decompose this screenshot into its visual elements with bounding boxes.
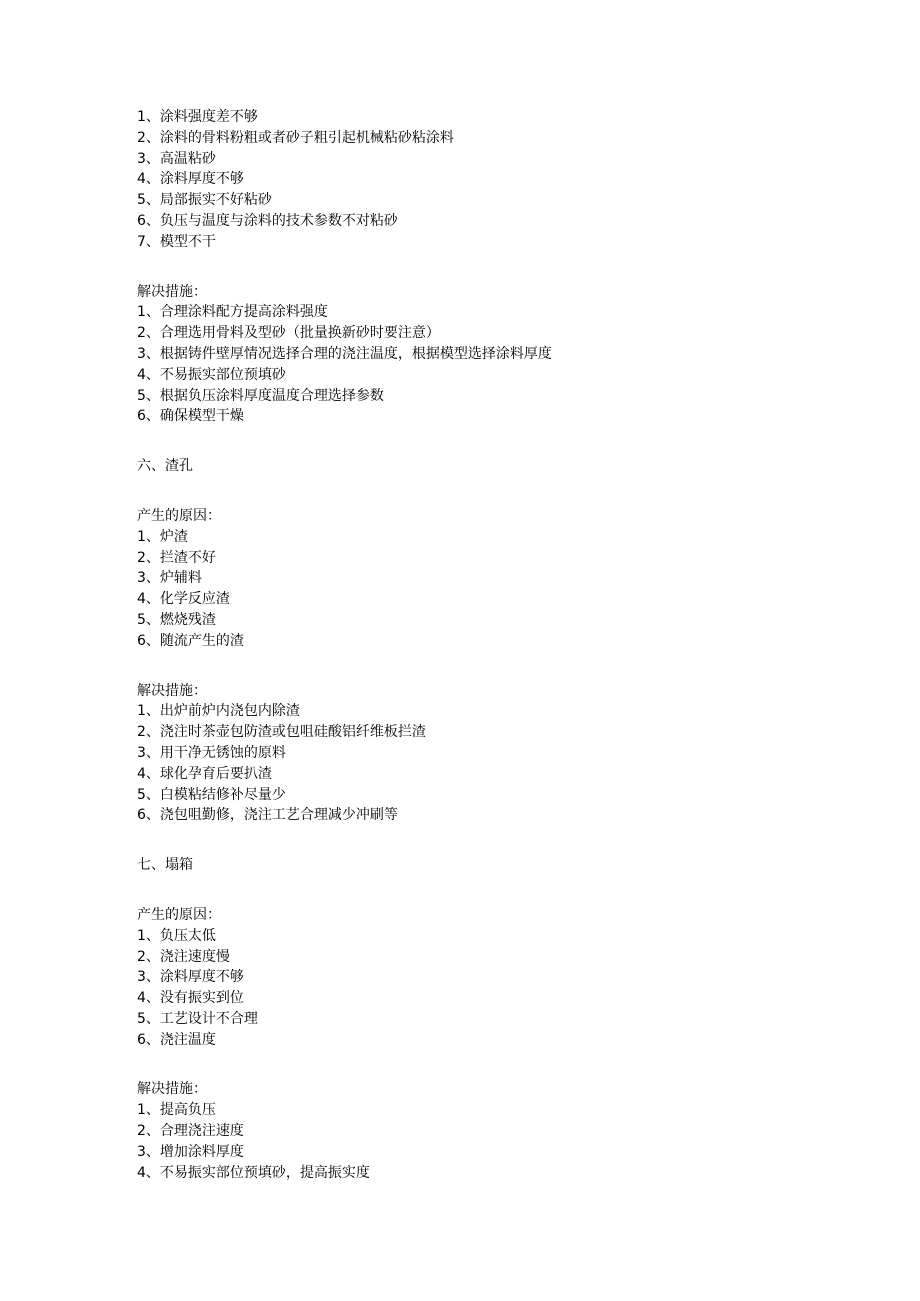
paragraph-gap — [137, 652, 897, 681]
text-line: 解决措施： — [137, 1081, 207, 1098]
cause-list-sticking — [137, 107, 897, 253]
solution-list-sticking — [137, 282, 897, 428]
text-line: 5、燃烧残渣 — [137, 611, 216, 628]
text-line: 6、随流产生的渣 — [137, 632, 244, 649]
text-line: 5、根据负压涂料厚度温度合理选择参数 — [137, 387, 384, 404]
text-line: 3、增加涂料厚度 — [137, 1143, 244, 1160]
paragraph-gap — [137, 876, 897, 905]
document-page — [137, 107, 897, 1183]
text-line: 2、涂料的骨料粉粗或者砂子粗引起机械粘砂粘涂料 — [137, 129, 454, 146]
section-heading: 七、塌箱 — [137, 857, 193, 874]
section-heading-mold-collapse — [137, 855, 897, 876]
text-line: 2、拦渣不好 — [137, 549, 216, 566]
text-line: 1、出炉前炉内浇包内除渣 — [137, 703, 300, 720]
text-line: 3、炉辅料 — [137, 570, 202, 587]
text-line: 产生的原因： — [137, 507, 221, 524]
text-line: 解决措施： — [137, 682, 207, 699]
text-line: 3、根据铸件壁厚情况选择合理的浇注温度，根据模型选择涂料厚度 — [137, 345, 552, 362]
text-line: 产生的原因： — [137, 906, 221, 923]
paragraph-gap — [137, 253, 897, 282]
text-line: 3、高温粘砂 — [137, 150, 216, 167]
text-line: 7、模型不干 — [137, 233, 216, 250]
text-line: 解决措施： — [137, 283, 207, 300]
text-line: 4、化学反应渣 — [137, 591, 230, 608]
text-line: 4、涂料厚度不够 — [137, 171, 244, 188]
paragraph-gap — [137, 826, 897, 855]
text-line: 3、用干净无锈蚀的原料 — [137, 744, 286, 761]
text-line: 4、没有振实到位 — [137, 990, 244, 1007]
text-line: 6、确保模型干燥 — [137, 408, 244, 425]
text-line: 6、负压与温度与涂料的技术参数不对粘砂 — [137, 212, 398, 229]
text-line: 1、涂料强度差不够 — [137, 109, 258, 125]
text-line: 2、合理选用骨料及型砂（批量换新砂时要注意） — [137, 325, 440, 342]
text-line: 2、浇注速度慢 — [137, 948, 230, 965]
text-line: 5、局部振实不好粘砂 — [137, 192, 272, 209]
text-line: 4、不易振实部位预填砂 — [137, 366, 286, 383]
text-line: 1、合理涂料配方提高涂料强度 — [137, 304, 328, 321]
text-line: 2、浇注时茶壶包防渣或包咀硅酸铝纤维板拦渣 — [137, 724, 426, 741]
text-line: 1、负压太低 — [137, 927, 216, 944]
text-line: 1、提高负压 — [137, 1102, 216, 1119]
text-line: 6、浇注温度 — [137, 1031, 216, 1048]
text-line: 2、合理浇注速度 — [137, 1123, 244, 1140]
paragraph-gap — [137, 477, 897, 506]
paragraph-gap — [137, 427, 897, 456]
cause-list-mold-collapse — [137, 905, 897, 1051]
paragraph-gap — [137, 1050, 897, 1079]
text-line: 4、不易振实部位预填砂，提高振实度 — [137, 1164, 370, 1181]
text-line: 1、炉渣 — [137, 528, 188, 545]
text-line: 5、白模粘结修补尽量少 — [137, 786, 286, 803]
text-line: 5、工艺设计不合理 — [137, 1010, 258, 1027]
text-line: 6、浇包咀勤修，浇注工艺合理减少冲刷等 — [137, 807, 398, 824]
solution-list-mold-collapse — [137, 1079, 897, 1183]
solution-list-slag-holes — [137, 681, 897, 827]
section-heading: 六、渣孔 — [137, 458, 193, 475]
text-line: 3、涂料厚度不够 — [137, 969, 244, 986]
section-heading-slag-holes — [137, 456, 897, 477]
cause-list-slag-holes — [137, 506, 897, 652]
text-line: 4、球化孕育后要扒渣 — [137, 765, 272, 782]
